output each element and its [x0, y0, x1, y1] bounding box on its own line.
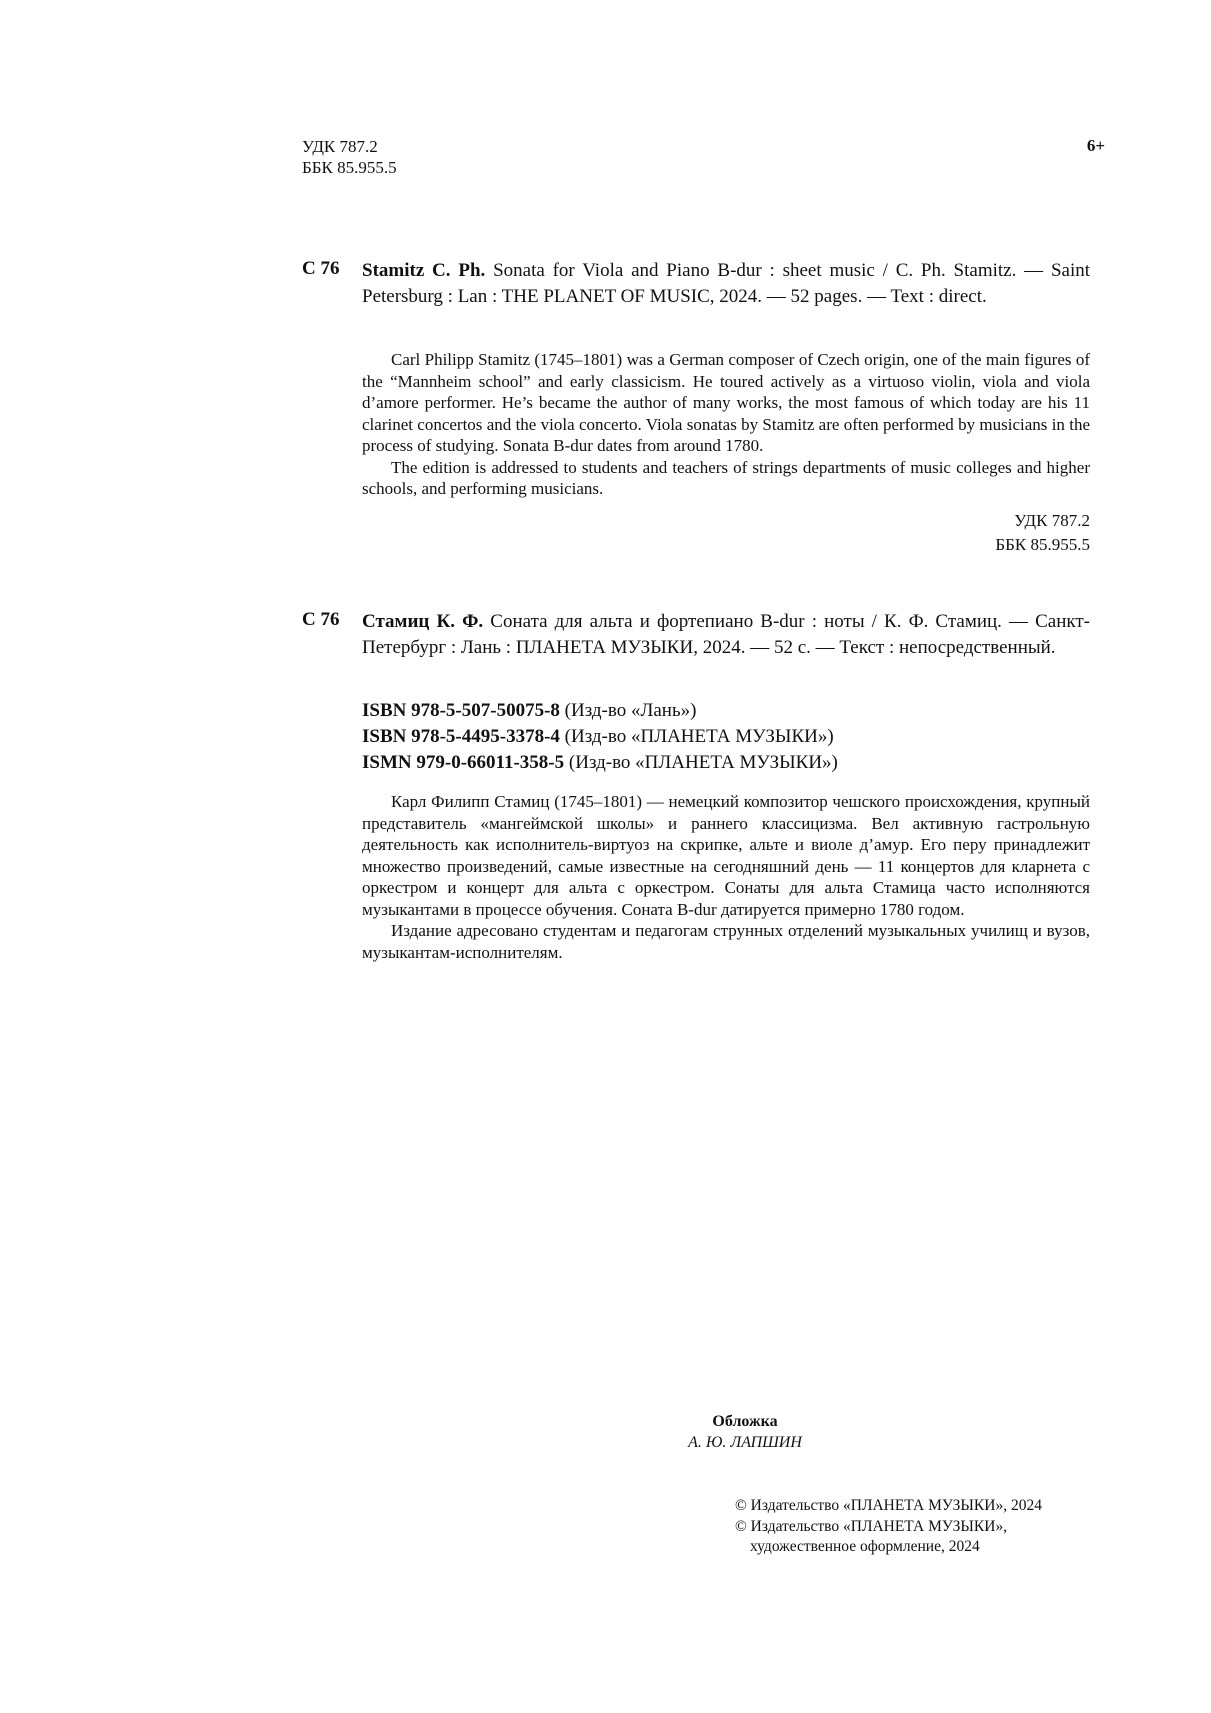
english-classification: [900, 509, 1090, 557]
copyright-block: [735, 1496, 1105, 1558]
russian-abstract: [362, 791, 1090, 963]
russian-abstract-paragraph-2: Издание адресовано студентам и педагогам струнных отделений музыкальных училищ и вузов, музыкантам-исполнителям.: [362, 921, 1090, 962]
english-author: Stamitz C. Ph.: [362, 260, 486, 281]
copyright-line-3: художественное оформление, 2024: [750, 1538, 980, 1555]
identifier-publisher: (Изд-во «ПЛАНЕТА МУЗЫКИ»): [568, 752, 838, 773]
cover-credit-name: А. Ю. ЛАПШИН: [688, 1434, 802, 1451]
russian-description: Соната для альта и фортепиано B-dur : ноты / К. Ф. Стамиц. — Санкт-Петербург : Лань : ПЛАНЕТА МУЗЫКИ, 2024. — 52 с. — Текст : непосредственный.: [362, 611, 1091, 658]
russian-abstract-paragraph-1: Карл Филипп Стамиц (1745–1801) — немецкий композитор чешского происхождения, крупный представитель «мангеймской школы» и раннего классицизма. Вел активную гастрольную деятельность как исполнитель-виртуоз на скрипке, альте и виоле д’амур. Его перу принадлежит множество произведений, самые известные на сегодняшний день — 11 концертов для кларнета с оркестром и концерт для альта с оркестром. Сонаты для альта Стамица часто исполняются музыкантами в процессе обучения. Соната B-dur датируется примерно 1780 годом.: [362, 792, 1090, 919]
english-abstract-paragraph-1: Carl Philipp Stamitz (1745–1801) was a German composer of Czech origin, one of the main figures of the “Mannheim school” and early classicism. He toured actively as a virtuoso violin, viola and viola d’amore performer. He’s became the author of many works, the most famous of which today are his 11 clarinet concertos and the viola concerto. Viola sonatas by Stamitz are often performed by musicians in the process of studying. Sonata B-dur dates from around 1780.: [362, 350, 1090, 455]
english-catalog-mark: С 76: [302, 258, 340, 279]
english-udk: УДК 787.2: [1014, 511, 1090, 530]
header-udk: УДК 787.2: [302, 137, 378, 156]
identifier-publisher: (Изд-во «Лань»): [564, 700, 697, 721]
identifier-list: [362, 698, 1090, 776]
identifier-code: ISMN 979-0-66011-358-5: [362, 752, 565, 773]
identifier-code: ISBN 978-5-507-50075-8: [362, 700, 560, 721]
english-abstract: [362, 349, 1090, 500]
copyright-line-1: © Издательство «ПЛАНЕТА МУЗЫКИ», 2024: [735, 1497, 1042, 1514]
russian-author: Стамиц К. Ф.: [362, 611, 484, 632]
header-classification: [302, 136, 397, 178]
cover-credit-title: Обложка: [712, 1413, 778, 1430]
identifier-row: [362, 698, 1090, 724]
english-description: Sonata for Viola and Piano B-dur : sheet music / C. Ph. Stamitz. — Saint Petersburg : Lan : THE PLANET OF MUSIC, 2024. — 52 pages. — Text : direct.: [362, 260, 1091, 307]
copyright-line-2: © Издательство «ПЛАНЕТА МУЗЫКИ»,: [735, 1517, 1008, 1535]
english-bbk: ББК 85.955.5: [995, 535, 1090, 554]
identifier-row: [362, 724, 1090, 750]
age-rating: 6+: [1086, 136, 1105, 155]
english-entry: [362, 258, 1090, 310]
header-bbk: ББК 85.955.5: [302, 158, 397, 177]
cover-credit: [600, 1411, 890, 1453]
russian-catalog-mark: С 76: [302, 609, 340, 630]
identifier-row: [362, 750, 1090, 776]
identifier-publisher: (Изд-во «ПЛАНЕТА МУЗЫКИ»): [564, 726, 834, 747]
russian-entry: [362, 609, 1090, 661]
identifier-code: ISBN 978-5-4495-3378-4: [362, 726, 560, 747]
english-abstract-paragraph-2: The edition is addressed to students and teachers of strings departments of music colleges and higher schools, and performing musicians.: [362, 457, 1090, 498]
